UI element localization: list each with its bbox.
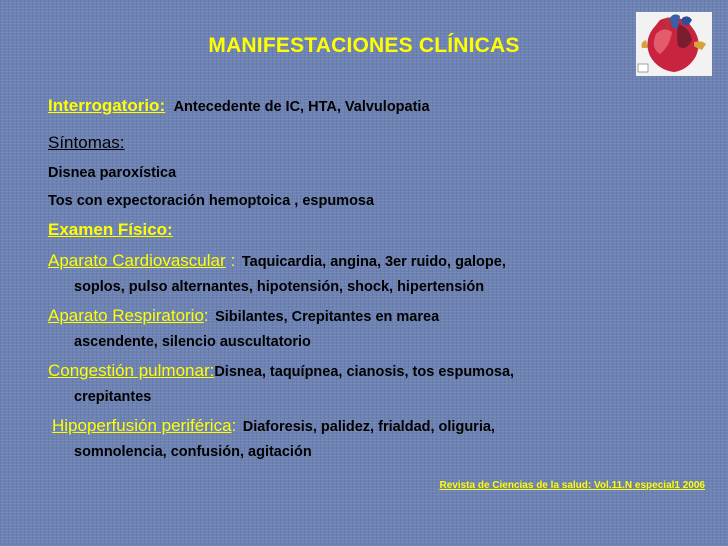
congestion-line-2 <box>48 388 151 406</box>
sintoma-text-2: Tos con expectoración hemoptoica , espumosa <box>48 193 375 209</box>
cardio-text-2: soplos, pulso alternantes, hipotensión, shock, hipertensión <box>74 279 485 295</box>
respiratorio-line-2 <box>48 333 311 351</box>
hipoperfusion-label[interactable]: Hipoperfusión periférica <box>52 416 232 435</box>
respiratorio-label[interactable]: Aparato Respiratorio <box>48 306 204 325</box>
congestion-label[interactable]: Congestión pulmonar: <box>48 361 215 380</box>
sintoma-text-1: Disnea paroxística <box>48 165 177 181</box>
respiratorio-line-1 <box>48 306 439 326</box>
interrogatorio-text: Antecedente de IC, HTA, Valvulopatia <box>173 99 430 115</box>
cardio-label[interactable]: Aparato Cardiovascular <box>48 251 226 270</box>
respiratorio-sep: : <box>203 306 209 325</box>
sintoma-item-1 <box>48 164 176 182</box>
respiratorio-text-1: Sibilantes, Crepitantes en marea <box>215 309 440 325</box>
hipoperfusion-text-1: Diaforesis, palidez, frialdad, oliguria, <box>242 419 495 435</box>
sintomas-line <box>48 133 125 153</box>
cardio-line-1 <box>48 251 506 271</box>
cardio-line-2 <box>48 278 484 296</box>
congestion-line-1 <box>48 361 514 381</box>
examen-fisico-line <box>48 220 173 240</box>
interrogatorio-label: Interrogatorio: <box>48 96 166 115</box>
heart-illustration-icon <box>636 12 712 76</box>
citation: Revista de Ciencias de la salud: Vol.11.N especial1 2006 <box>439 480 705 491</box>
hipoperfusion-text-2: somnolencia, confusión, agitación <box>74 444 312 460</box>
hipoperfusion-line-1 <box>52 416 495 436</box>
cardio-text-1: Taquicardia, angina, 3er ruido, galope, <box>241 254 506 270</box>
congestion-text-1: Disnea, taquípnea, cianosis, tos espumosa, <box>214 364 515 380</box>
hipoperfusion-sep: : <box>231 416 237 435</box>
sintomas-label: Síntomas: <box>48 133 125 152</box>
hipoperfusion-line-2 <box>48 443 312 461</box>
sintoma-item-2 <box>48 192 374 210</box>
interrogatorio-line <box>48 96 430 116</box>
examen-fisico-label: Examen Físico: <box>48 220 173 239</box>
slide-title: MANIFESTACIONES CLÍNICAS <box>208 34 520 57</box>
congestion-text-2: crepitantes <box>74 389 152 405</box>
respiratorio-text-2: ascendente, silencio auscultatorio <box>74 334 311 350</box>
cardio-sep: : <box>230 251 236 270</box>
